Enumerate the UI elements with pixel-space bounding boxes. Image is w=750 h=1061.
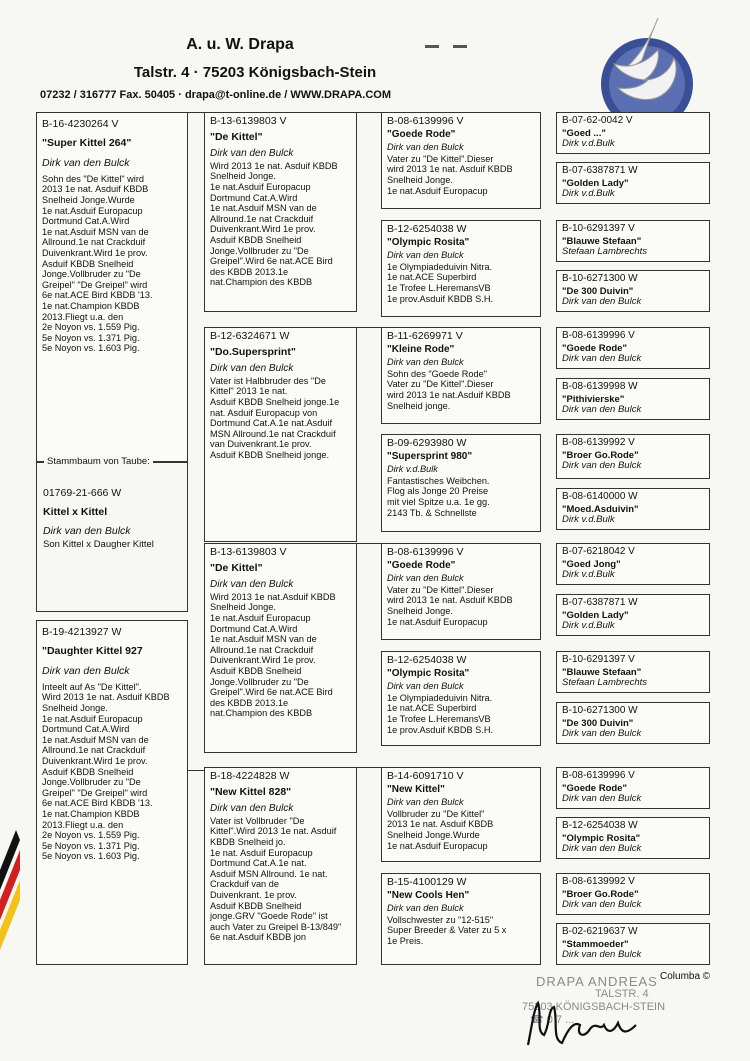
ring-number: B-07-6218042 V <box>562 546 635 557</box>
breeder-name: Dirk van den Bulck <box>562 949 642 961</box>
pigeon-name: "De Kittel" <box>210 130 263 143</box>
pigeon-name: "Olympic Rosita" <box>387 667 470 679</box>
pedigree-info: Vater ist Vollbruder "De Kittel".Wird 2013 1e nat. Asduif KBDB Snelheid jo. 1e nat. Asduif Europacup Dortmund Cat.A.1e nat. Asduif MSN Allround. 1e nat. Crackduif van de Duivenkrant. 1e prov. Asduif KBDB Snelheid jonge.GRV "Goede Rode" ist auch Vater zu Greipel B-13/849" 6e nat.Asduif KBDB jon <box>210 815 342 943</box>
pigeon-name: "Golden Lady" <box>562 609 629 621</box>
grandparent-card <box>204 767 357 965</box>
breeder-name: Dirk van den Bulck <box>562 843 642 855</box>
pedigree-info: Wird 2013 1e nat. Asduif KBDB Snelheid Jonge. 1e nat.Asduif Europacup Dortmund Cat.A.Wird 1e nat.Asduif MSN van de Allround.1e nat Crackduif Duivenkrant.Wird 1e prov. Asduif KBDB Snelheid Jonge.Vollbruder zu "De Greipel".Wird 6e nat.ACE Bird des KBDB 2013.1e nat.Champion des KBDB <box>210 160 338 288</box>
great-grandparent-card <box>381 767 541 862</box>
connector-line <box>188 112 204 113</box>
connector-line <box>188 770 204 771</box>
pigeon-name: "Daughter Kittel 927 <box>42 644 143 657</box>
ancestor-card <box>556 270 710 312</box>
connector-line <box>357 767 381 768</box>
pigeon-name: "Broer Go.Rode" <box>562 449 639 461</box>
ring-number: B-09-6293980 W <box>387 437 467 449</box>
ring-number: B-18-4224828 W <box>210 770 290 782</box>
pigeon-name: "New Kittel" <box>387 783 445 795</box>
ancestor-card <box>556 543 710 585</box>
breeder-name: Dirk van den Bulck <box>562 460 642 472</box>
pigeon-name: "Broer Go.Rode" <box>562 888 639 900</box>
great-grandparent-card <box>381 873 541 965</box>
father-card <box>36 112 188 462</box>
connector-line <box>357 112 381 113</box>
pedigree-info: 1e Olympiadeduivin Nitra. 1e nat.ACE Superbird 1e Trofee L.HeremansVB 1e prov.Asduif KBDB S.H. <box>387 692 494 735</box>
pedigree-info: Vater ist Halbbruder des "De Kittel" 2013 1e nat. Asduif KBDB Snelheid jonge.1e nat. Asduif Europacup von Dortmund Cat.A.1e nat.Asduif MSN Allround.1e nat Crackduif van Duivenkrant.1e prov. Asduif KBDB Snelheid jonge. <box>210 375 340 460</box>
stamp-line: ☎ 0 7 ... <box>530 1014 575 1026</box>
ancestor-card <box>556 594 710 636</box>
great-grandparent-card <box>381 327 541 424</box>
ancestor-card <box>556 378 710 420</box>
ancestor-card <box>556 488 710 530</box>
ring-number: B-08-6139992 V <box>562 876 635 887</box>
ring-number: B-08-6139996 V <box>562 330 635 341</box>
great-grandparent-card <box>381 543 541 640</box>
ancestor-card <box>556 651 710 693</box>
breeder-name: Dirk van den Bulck <box>562 728 642 740</box>
breeder-name: Dirk van den Bulck <box>387 681 464 692</box>
pigeon-name: "Goede Rode" <box>387 128 456 140</box>
breeder-name: Dirk van den Bulck <box>387 250 464 261</box>
breeder-name: Dirk van den Bulck <box>562 793 642 805</box>
pigeon-name: "Kleine Rode" <box>387 343 455 355</box>
breeder-name: Dirk v.d.Bulk <box>387 464 438 475</box>
grandparent-card <box>204 327 357 542</box>
breeder-name: Dirk van den Bulck <box>42 665 130 678</box>
decorative-dash <box>453 45 467 48</box>
address: Talstr. 4 · 75203 Königsbach-Stein <box>133 64 377 81</box>
ring-number: B-12-6254038 W <box>387 223 467 235</box>
breeder-name: Dirk van den Bulck <box>562 404 642 416</box>
pigeon-name: "Blauwe Stefaan" <box>562 235 642 247</box>
breeder-name: Dirk van den Bulck <box>562 296 642 308</box>
pigeon-name: "Goede Rode" <box>562 342 627 354</box>
pigeon-name: "New Kittel 828" <box>210 785 292 798</box>
pigeon-name: "Goed Jong" <box>562 558 621 570</box>
ancestor-card <box>556 923 710 965</box>
pedigree-info: Fantastisches Weibchen. Flog als Jonge 20 Preise mit viel Spitze u.a. 1e gg. 2143 Tb. & Schnellste <box>387 475 490 518</box>
breeder-name: Dirk van den Bulck <box>562 899 642 911</box>
ancestor-card <box>556 220 710 262</box>
breeder-name: Dirk v.d.Bulk <box>562 620 615 632</box>
stamp-line: DRAPA ANDREAS <box>536 974 658 989</box>
breeder-name: Dirk v.d.Bulk <box>562 138 615 150</box>
pedigree-info: Sohn des "De Kittel" wird 2013 1e nat. Asduif KBDB Snelheid Jonge.Wurde 1e nat.Asduif Europacup Dortmund Cat.A.Wird 1e nat.Asduif MSN van de Allround.1e nat Crackduif Duivenkrant.Wird 1e prov. Asduif KBDB Snelheid Jonge.Vollbruder zu "De Greipel" "De Greipel" wird 6e nat.ACE Bird KBDB '13. 1e nat.Champion KBDB 2013.Fliegt u.a. den 2e Noyon vs. 1.559 Pig. 5e Noyon vs. 1.371 Pig. 5e Noyon vs. 1.603 Pig. <box>42 173 153 354</box>
pigeon-name: "Goede Rode" <box>562 782 627 794</box>
breeder-name: Dirk van den Bulck <box>562 353 642 365</box>
pigeon-name: "De 300 Duivin" <box>562 717 634 729</box>
connector-line <box>357 543 381 544</box>
great-grandparent-card <box>381 651 541 746</box>
ring-number: B-10-6271300 W <box>562 273 638 284</box>
flag-stripes-icon <box>0 830 20 1030</box>
great-grandparent-card <box>381 220 541 317</box>
breeder-name: Dirk van den Bulck <box>210 579 294 591</box>
ring-number: B-11-6269971 V <box>387 330 463 342</box>
signature <box>518 995 648 1055</box>
ring-number: B-15-4100129 W <box>387 876 467 888</box>
breeder-name: Dirk v.d.Bulk <box>562 188 615 200</box>
ring-number: B-08-6139998 W <box>562 381 638 392</box>
ring-number: B-12-6254038 W <box>387 654 467 666</box>
pedigree-label: Stammbaum von Taube: <box>44 456 153 467</box>
pedigree-info: Sohn des "Goede Rode" Vater zu "De Kittel".Dieser wird 2013 1e nat.Asduif KBDB Snelheid jonge. <box>387 368 511 411</box>
breeder-name: Dirk van den Bulck <box>387 142 464 153</box>
breeder-name: Dirk van den Bulck <box>387 573 464 584</box>
page-title: A. u. W. Drapa <box>186 36 294 53</box>
pedigree-info: Vollschwester zu "12-515" Super Breeder & Vater zu 5 x 1e Preis. <box>387 914 507 946</box>
pedigree-info: Vollbruder zu "De Kittel" 2013 1e nat. Asduif KBDB Snelheid Jonge.Wurde 1e nat.Asduif Europacup <box>387 808 494 851</box>
pigeon-name: "Goed ..." <box>562 127 606 139</box>
pedigree-info: Vater zu "De Kittel".Dieser wird 2013 1e nat. Asduif KBDB Snelheid Jonge. 1e nat.Asduif Europacup <box>387 153 513 196</box>
stamp-line: TALSTR. 4 <box>595 988 649 1000</box>
ancestor-card <box>556 767 710 809</box>
pigeon-name: "Do.Supersprint" <box>210 345 296 358</box>
pigeon-name: "Pithivierske" <box>562 393 625 405</box>
ring-number: B-10-6291397 V <box>562 223 635 234</box>
ring-number: B-13-6139803 V <box>210 115 287 127</box>
great-grandparent-card <box>381 434 541 532</box>
pigeon-name: "Supersprint 980" <box>387 450 473 462</box>
ancestor-card <box>556 327 710 369</box>
pigeon-name: "Olympic Rosita" <box>562 832 641 844</box>
ring-number: B-12-6324671 W <box>210 330 290 342</box>
ring-number: B-14-6091710 V <box>387 770 464 782</box>
breeder-name: Dirk van den Bulck <box>387 903 464 914</box>
great-grandparent-card <box>381 112 541 209</box>
pigeon-name: "Blauwe Stefaan" <box>562 666 642 678</box>
ancestor-card <box>556 817 710 859</box>
pigeon-name: "Goede Rode" <box>387 559 456 571</box>
stamp-line: 75203 KÖNIGSBACH-STEIN <box>522 1001 666 1013</box>
ancestor-card <box>556 434 710 479</box>
ring-number: B-13-6139803 V <box>210 546 287 558</box>
ring-number: B-07-62-0042 V <box>562 115 633 126</box>
pedigree-info: 1e Olympiadeduivin Nitra. 1e nat.ACE Superbird 1e Trofee L.HeremansVB 1e prov.Asduif KBDB S.H. <box>387 261 494 304</box>
ring-number: B-07-6387871 W <box>562 597 638 608</box>
breeder-name: Dirk van den Bulck <box>387 357 464 368</box>
ring-number: B-10-6271300 W <box>562 705 638 716</box>
ring-number: B-10-6291397 V <box>562 654 635 665</box>
mother-card <box>36 620 188 965</box>
decorative-dash <box>425 45 439 48</box>
ancestor-card <box>556 702 710 744</box>
breeder-name: Dirk van den Bulck <box>210 148 294 160</box>
ring-number: 01769-21-666 W <box>43 487 122 499</box>
pigeon-name: "De 300 Duivin" <box>562 285 634 297</box>
breeder-name: Stefaan Lambrechts <box>562 677 648 689</box>
pigeon-name: "Super Kittel 264" <box>42 136 132 149</box>
contact-line: 07232 / 316777 Fax. 50405 · drapa@t-online.de / WWW.DRAPA.COM <box>40 89 392 101</box>
pigeon-name: "Golden Lady" <box>562 177 629 189</box>
ring-number: B-02-6219637 W <box>562 926 638 937</box>
copyright: Columba © <box>660 971 711 982</box>
breeder-name: Dirk van den Bulck <box>210 363 294 375</box>
ring-number: B-08-6139996 V <box>387 546 464 558</box>
pedigree-info: Vater zu "De Kittel".Dieser wird 2013 1e nat. Asduif KBDB Snelheid Jonge. 1e nat.Asduif Europacup <box>387 584 513 627</box>
ancestor-card <box>556 112 710 154</box>
pigeon-name: "De Kittel" <box>210 561 263 574</box>
breeder-stamp <box>500 975 720 1055</box>
breeder-name: Dirk van den Bulck <box>387 797 464 808</box>
ancestor-card <box>556 162 710 204</box>
breeder-name: Dirk van den Bulck <box>42 157 130 170</box>
breeder-name: Dirk van den Bulck <box>43 525 131 537</box>
grandparent-card <box>204 543 357 753</box>
ring-number: B-08-6139996 V <box>562 770 635 781</box>
ring-number: B-08-6139996 V <box>387 115 464 127</box>
ring-number: B-19-4213927 W <box>42 626 122 638</box>
pigeon-name: "Stammoeder" <box>562 938 629 950</box>
pigeon-name: "Olympic Rosita" <box>387 236 470 248</box>
breeder-name: Dirk van den Bulck <box>210 803 294 815</box>
breeder-name: Dirk v.d.Bulk <box>562 569 615 581</box>
breeder-name: Stefaan Lambrechts <box>562 246 648 258</box>
pigeon-name: Kittel x Kittel <box>43 506 108 518</box>
grandparent-card <box>204 112 357 312</box>
pedigree-info: Wird 2013 1e nat.Asduif KBDB Snelheid Jonge. 1e nat.Asduif Europacup Dortmund Cat.A.Wird 1e nat.Asduif MSN van de Allround.1e nat Crackduif Duivenkrant.Wird 1e prov. Asduif KBDB Snelheid Jonge.Vollbruder zu "De Greipel".Wird 6e nat.ACE Bird des KBDB 2013.1e nat.Champion des KBDB <box>210 591 336 719</box>
ancestor-card <box>556 873 710 915</box>
pigeon-name: "New Cools Hen" <box>387 889 470 901</box>
pigeon-name: "Moed.Asduivin" <box>562 503 639 515</box>
breeder-name: Dirk v.d.Bulk <box>562 514 615 526</box>
pedigree-info: Inteelt auf As "De Kittel". Wird 2013 1e nat. Asduif KBDB Snelheid Jonge. 1e nat.Asduif Europacup Dortmund Cat.A.Wird 1e nat.Asduif MSN van de Allround.1e nat Crackduif Duivenkrant.Wird 1e prov. Asduif KBDB Snelheid Jonge.Vollbruder zu "De Greipel" "De Greipel" wird 6e nat.ACE Bird KBDB '13. 1e nat.Champion KBDB 2013.Fliegt u.a. den 2e Noyon vs. 1.559 Pig. 5e Noyon vs. 1.371 Pig. 5e Noyon vs. 1.603 Pig. <box>42 681 170 862</box>
subject-card <box>36 462 188 612</box>
ring-number: B-16-4230264 V <box>42 118 119 130</box>
connector-line <box>357 327 381 328</box>
ring-number: B-07-6387871 W <box>562 165 638 176</box>
ring-number: B-08-6139992 V <box>562 437 635 448</box>
ring-number: B-12-6254038 W <box>562 820 638 831</box>
ring-number: B-08-6140000 W <box>562 491 638 502</box>
pedigree-info: Son Kittel x Daugher Kittel <box>43 539 154 550</box>
